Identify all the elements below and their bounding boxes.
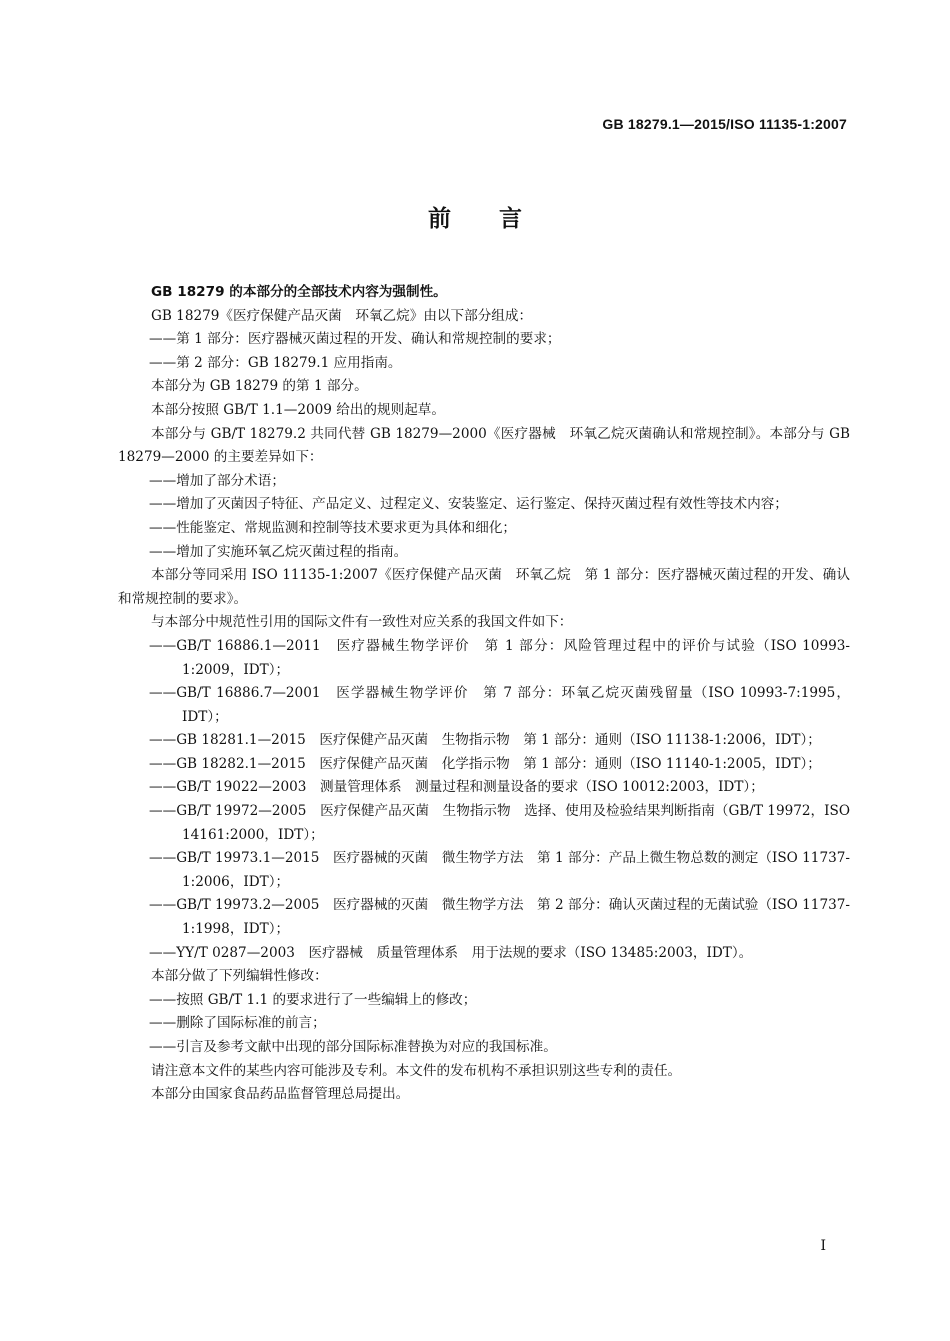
paragraph: 本部分按照 GB/T 1.1—2009 给出的规则起草。 (151, 401, 445, 418)
list-item: ——引言及参考文献中出现的部分国际标准替换为对应的我国标准。 (149, 1039, 557, 1055)
list-item: ——增加了实施环氧乙烷灭菌过程的指南。 (149, 543, 408, 560)
reference-item: ——GB/T 19972—2005 医疗保健产品灭菌 生物指示物 选择、使用及检验结果判断指南（GB/T 19972，ISO 14161:2000，IDT）； (149, 803, 850, 843)
list-item: ——删除了国际标准的前言； (149, 1015, 326, 1032)
reference-item: ——GB/T 19022—2003 测量管理体系 测量过程和测量设备的要求（ISO 10012:2003，IDT）； (149, 779, 764, 796)
paragraph: 本部分由国家食品药品监督管理总局提出。 (151, 1086, 410, 1103)
paragraph: 请注意本文件的某些内容可能涉及专利。本文件的发布机构不承担识别这些专利的责任。 (151, 1062, 682, 1079)
reference-item: ——GB 18282.1—2015 医疗保健产品灭菌 化学指示物 第 1 部分：通则（ISO 11140-1:2005，IDT）； (149, 755, 821, 772)
reference-item: ——YY/T 0287—2003 医疗器械 质量管理体系 用于法规的要求（ISO 13485:2003，IDT）。 (149, 944, 753, 961)
page-number: I (820, 1238, 826, 1254)
reference-item: ——GB/T 19973.2—2005 医疗器械的灭菌 微生物学方法 第 2 部分：确认灭菌过程的无菌试验（ISO 11737-1:1998，IDT）； (149, 897, 850, 938)
reference-item: ——GB/T 19973.1—2015 医疗器械的灭菌 微生物学方法 第 1 部分：产品上微生物总数的测定（ISO 11737-1:2006，IDT）； (149, 850, 850, 890)
mandatory-statement: GB 18279 的本部分的全部技术内容为强制性。 (151, 284, 447, 300)
reference-item: ——GB/T 16886.1—2011 医疗器械生物学评价 第 1 部分：风险管理过程中的评价与试验（ISO 10993-1:2009，IDT）； (149, 637, 850, 678)
list-item: ——增加了部分术语； (149, 472, 285, 489)
reference-item: ——GB/T 16886.7—2001 医学器械生物学评价 第 7 部分：环氧乙烷灭菌残留量（ISO 10993-7:1995，IDT）； (149, 685, 850, 725)
foreword-body (118, 281, 850, 1107)
page-title: 前言 (428, 206, 570, 232)
paragraph: 本部分做了下列编辑性修改： (151, 968, 328, 985)
paragraph: 与本部分中规范性引用的国际文件有一致性对应关系的我国文件如下： (151, 614, 573, 631)
list-item: ——增加了灭菌因子特征、产品定义、过程定义、安装鉴定、运行鉴定、保持灭菌过程有效性等技术内容； (149, 496, 788, 513)
list-item: ——第 2 部分：GB 18279.1 应用指南。 (149, 354, 402, 371)
paragraph: GB 18279《医疗保健产品灭菌 环氧乙烷》由以下部分组成： (151, 307, 533, 324)
standard-number-header: GB 18279.1—2015/ISO 11135-1:2007 (602, 116, 847, 132)
reference-item: ——GB 18281.1—2015 医疗保健产品灭菌 生物指示物 第 1 部分：通则（ISO 11138-1:2006，IDT）； (149, 732, 821, 749)
list-item: ——按照 GB/T 1.1 的要求进行了一些编辑上的修改； (149, 991, 477, 1008)
list-item: ——第 1 部分：医疗器械灭菌过程的开发、确认和常规控制的要求； (149, 331, 561, 348)
list-item: ——性能鉴定、常规监测和控制等技术要求更为具体和细化； (149, 519, 517, 536)
paragraph: 本部分与 GB/T 18279.2 共同代替 GB 18279—2000《医疗器械 环氧乙烷灭菌确认和常规控制》。本部分与 GB 18279—2000 的主要差异如下： (118, 425, 850, 466)
paragraph: 本部分为 GB 18279 的第 1 部分。 (151, 378, 368, 395)
paragraph: 本部分等同采用 ISO 11135-1:2007《医疗保健产品灭菌 环氧乙烷 第 1 部分：医疗器械灭菌过程的开发、确认和常规控制的要求》。 (118, 567, 850, 607)
